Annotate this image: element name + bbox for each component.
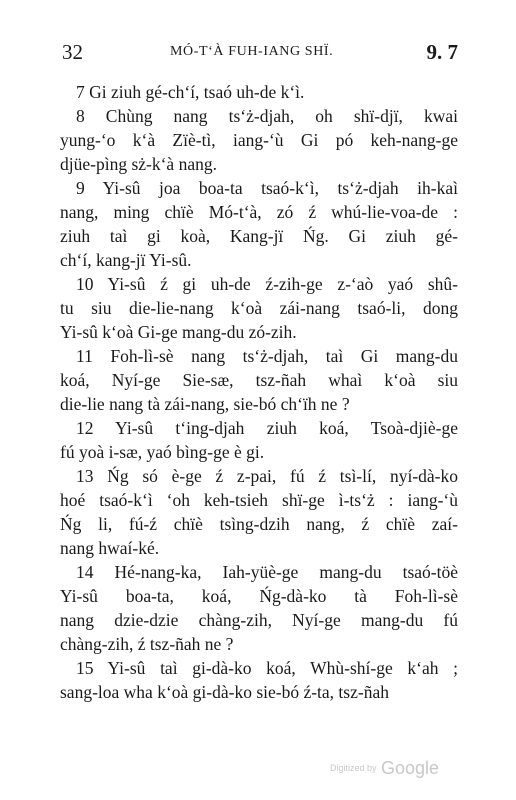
verse-line: Ńg li, fú-ź chïè tsìng-dzih nang, ź chïè zaí- bbox=[60, 514, 458, 534]
google-logo: Google bbox=[380, 758, 440, 778]
scripture-text bbox=[60, 80, 458, 704]
verse-line: nang dzie-dzie chàng-zih, Nyí-ge mang-du fú bbox=[60, 610, 458, 630]
verse-line: Yi-sû k‘oà Gi-ge mang-du zó-zih. bbox=[60, 322, 297, 342]
verse bbox=[60, 104, 458, 176]
verse-line: djüe-pìng sż-k‘à nang. bbox=[60, 154, 217, 174]
verse-line: 15 Yi-sû taì gi-dà-ko koá, Whù-shí-ge k‘ah ; bbox=[76, 658, 458, 678]
verse bbox=[60, 560, 458, 656]
verse-line: ziuh taì gi koà, Kang-jï Ńg. Gi ziuh gé- bbox=[60, 226, 458, 246]
verse-line: fú yoà i-sæ, yaó bìng-ge è gi. bbox=[60, 442, 265, 462]
verse-line: 7 Gi ziuh gé-ch‘í, tsaó uh-de k‘ì. bbox=[76, 82, 305, 102]
verse-line: Yi-sû boa-ta, koá, Ńg-dà-ko tà Foh-lì-sè bbox=[60, 586, 458, 606]
verse bbox=[60, 464, 458, 560]
verse-line: nang hwaí-ké. bbox=[60, 538, 160, 558]
verse-line: 10 Yi-sû ź gi uh-de ź-zih-ge z-‘aò yaó shû- bbox=[76, 274, 458, 294]
verse bbox=[60, 656, 458, 704]
page-number: 32 bbox=[62, 40, 83, 64]
running-title: MÓ-T‘À FUH-IANG SHÏ. bbox=[170, 44, 334, 59]
verse bbox=[60, 344, 458, 416]
chapter-verse-reference: 9. 7 bbox=[426, 40, 458, 64]
verse-line: chàng-zih, ź tsz-ñah ne ? bbox=[60, 634, 234, 654]
verse bbox=[60, 416, 458, 464]
verse bbox=[60, 80, 458, 104]
verse-line: sang-loa wha k‘oà gi-dà-ko sie-bó ź-ta, tsz-ñah bbox=[60, 682, 389, 702]
verse-line: 8 Chùng nang ts‘ż-djah, oh shï-djï, kwai bbox=[76, 106, 458, 126]
watermark-small-text: Digitized by bbox=[330, 763, 377, 773]
page-header bbox=[60, 40, 458, 70]
verse-line: 12 Yi-sû t‘ing-djah ziuh koá, Tsoà-djiè-ge bbox=[76, 418, 458, 438]
verse-line: tu siu die-lie-nang k‘oà zái-nang tsaó-li, dong bbox=[60, 298, 458, 318]
verse bbox=[60, 176, 458, 272]
digitized-by-google-watermark bbox=[330, 758, 439, 779]
verse-line: koá, Nyí-ge Sie-sæ, tsz-ñah whaì k‘oà siu bbox=[60, 370, 458, 390]
verse-line: 13 Ńg só è-ge ź z-pai, fú ź tsì-lí, nyí-dà-ko bbox=[76, 466, 458, 486]
verse-line: 9 Yi-sû joa boa-ta tsaó-k‘ì, ts‘ż-djah ih-kaì bbox=[76, 178, 458, 198]
verse-line: 14 Hé-nang-ka, Iah-yüè-ge mang-du tsaó-töè bbox=[76, 562, 458, 582]
verse-line: 11 Foh-lì-sè nang ts‘ż-djah, taì Gi mang-du bbox=[76, 346, 458, 366]
verse-line: yung-‘o k‘à Zïè-tì, iang-‘ù Gi pó keh-nang-ge bbox=[60, 130, 458, 150]
verse-line: ch‘í, kang-jï Yi-sû. bbox=[60, 250, 192, 270]
verse bbox=[60, 272, 458, 344]
verse-line: die-lie nang tà zái-nang, sie-bó ch‘ïh ne ? bbox=[60, 394, 350, 414]
verse-line: hoé tsaó-k‘ì ‘oh keh-tsieh shï-ge ì-ts‘ż : iang-‘ù bbox=[60, 490, 458, 510]
verse-line: nang, ming chïè Mó-t‘à, zó ź whú-lie-voa-de : bbox=[60, 202, 458, 222]
